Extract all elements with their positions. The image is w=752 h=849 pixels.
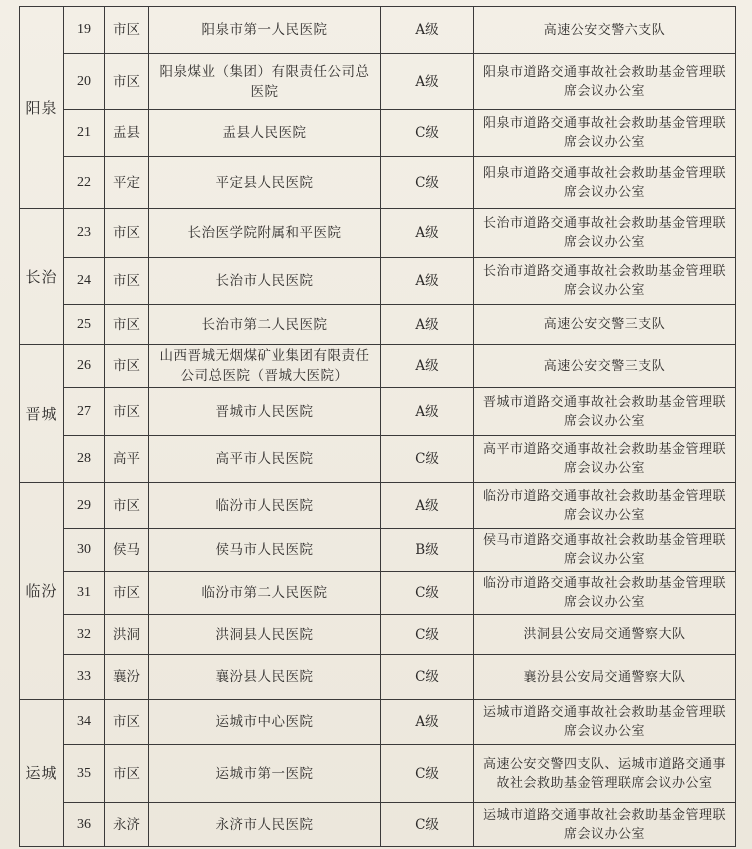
district-cell: 盂县: [105, 110, 149, 157]
table-row: [20, 745, 736, 803]
responsible-department-cell: 长治市道路交通事故社会救助基金管理联席会议办公室: [474, 258, 736, 305]
region-cell: 运城: [20, 700, 64, 847]
hospital-name-cell: 运城市第一医院: [149, 745, 381, 803]
table-row: [20, 436, 736, 483]
responsible-department-cell: 高速公安交警六支队: [474, 7, 736, 54]
district-cell: 市区: [105, 388, 149, 436]
hospital-level-cell: C级: [381, 615, 474, 655]
responsible-department-cell: 侯马市道路交通事故社会救助基金管理联席会议办公室: [474, 529, 736, 572]
table-row: [20, 209, 736, 258]
district-cell: 市区: [105, 54, 149, 110]
hospital-name-cell: 洪洞县人民医院: [149, 615, 381, 655]
row-number-cell: 25: [64, 305, 105, 345]
table-row: [20, 700, 736, 745]
hospital-level-cell: B级: [381, 529, 474, 572]
district-cell: 襄汾: [105, 655, 149, 700]
row-number-cell: 21: [64, 110, 105, 157]
region-cell: 阳泉: [20, 7, 64, 209]
hospital-name-cell: 山西晋城无烟煤矿业集团有限责任公司总医院（晋城大医院）: [149, 345, 381, 388]
hospital-level-cell: A级: [381, 54, 474, 110]
row-number-cell: 24: [64, 258, 105, 305]
row-number-cell: 26: [64, 345, 105, 388]
hospital-name-cell: 高平市人民医院: [149, 436, 381, 483]
district-cell: 市区: [105, 745, 149, 803]
table-row: [20, 655, 736, 700]
hospital-name-cell: 临汾市人民医院: [149, 483, 381, 529]
table-row: [20, 572, 736, 615]
hospital-name-cell: 平定县人民医院: [149, 157, 381, 209]
table-row: [20, 483, 736, 529]
hospital-level-cell: A级: [381, 209, 474, 258]
district-cell: 市区: [105, 483, 149, 529]
table-row: [20, 803, 736, 847]
table-row: [20, 305, 736, 345]
district-cell: 市区: [105, 7, 149, 54]
responsible-department-cell: 长治市道路交通事故社会救助基金管理联席会议办公室: [474, 209, 736, 258]
row-number-cell: 35: [64, 745, 105, 803]
hospital-name-cell: 永济市人民医院: [149, 803, 381, 847]
table-row: [20, 615, 736, 655]
hospital-name-cell: 侯马市人民医院: [149, 529, 381, 572]
hospital-level-cell: C级: [381, 745, 474, 803]
district-cell: 市区: [105, 700, 149, 745]
responsible-department-cell: 阳泉市道路交通事故社会救助基金管理联席会议办公室: [474, 157, 736, 209]
hospital-table-body: [20, 7, 736, 847]
table-row: [20, 388, 736, 436]
responsible-department-cell: 晋城市道路交通事故社会救助基金管理联席会议办公室: [474, 388, 736, 436]
hospital-name-cell: 阳泉市第一人民医院: [149, 7, 381, 54]
row-number-cell: 22: [64, 157, 105, 209]
responsible-department-cell: 高速公安交警三支队: [474, 345, 736, 388]
hospital-name-cell: 长治市第二人民医院: [149, 305, 381, 345]
hospital-level-cell: A级: [381, 258, 474, 305]
hospital-level-cell: C级: [381, 655, 474, 700]
region-cell: 晋城: [20, 345, 64, 483]
table-row: [20, 7, 736, 54]
district-cell: 市区: [105, 209, 149, 258]
hospital-name-cell: 襄汾县人民医院: [149, 655, 381, 700]
table-row: [20, 345, 736, 388]
hospital-name-cell: 运城市中心医院: [149, 700, 381, 745]
district-cell: 市区: [105, 345, 149, 388]
row-number-cell: 30: [64, 529, 105, 572]
hospital-name-cell: 长治市人民医院: [149, 258, 381, 305]
district-cell: 平定: [105, 157, 149, 209]
hospital-level-cell: A级: [381, 700, 474, 745]
responsible-department-cell: 运城市道路交通事故社会救助基金管理联席会议办公室: [474, 803, 736, 847]
hospital-level-cell: C级: [381, 572, 474, 615]
row-number-cell: 19: [64, 7, 105, 54]
hospital-level-cell: C级: [381, 157, 474, 209]
hospital-name-cell: 临汾市第二人民医院: [149, 572, 381, 615]
responsible-department-cell: 阳泉市道路交通事故社会救助基金管理联席会议办公室: [474, 110, 736, 157]
responsible-department-cell: 高速公安交警四支队、运城市道路交通事故社会救助基金管理联席会议办公室: [474, 745, 736, 803]
hospital-name-cell: 晋城市人民医院: [149, 388, 381, 436]
district-cell: 市区: [105, 305, 149, 345]
row-number-cell: 28: [64, 436, 105, 483]
district-cell: 侯马: [105, 529, 149, 572]
row-number-cell: 29: [64, 483, 105, 529]
responsible-department-cell: 临汾市道路交通事故社会救助基金管理联席会议办公室: [474, 572, 736, 615]
region-cell: 长治: [20, 209, 64, 345]
hospital-level-cell: C级: [381, 110, 474, 157]
district-cell: 高平: [105, 436, 149, 483]
row-number-cell: 34: [64, 700, 105, 745]
responsible-department-cell: 高平市道路交通事故社会救助基金管理联席会议办公室: [474, 436, 736, 483]
region-cell: 临汾: [20, 483, 64, 700]
row-number-cell: 23: [64, 209, 105, 258]
hospital-name-cell: 长治医学院附属和平医院: [149, 209, 381, 258]
hospital-table: [19, 6, 736, 847]
responsible-department-cell: 阳泉市道路交通事故社会救助基金管理联席会议办公室: [474, 54, 736, 110]
row-number-cell: 32: [64, 615, 105, 655]
table-row: [20, 529, 736, 572]
row-number-cell: 33: [64, 655, 105, 700]
row-number-cell: 31: [64, 572, 105, 615]
hospital-level-cell: A级: [381, 388, 474, 436]
district-cell: 市区: [105, 258, 149, 305]
hospital-level-cell: A级: [381, 483, 474, 529]
responsible-department-cell: 高速公安交警三支队: [474, 305, 736, 345]
hospital-level-cell: C级: [381, 803, 474, 847]
district-cell: 洪洞: [105, 615, 149, 655]
hospital-level-cell: C级: [381, 436, 474, 483]
hospital-level-cell: A级: [381, 7, 474, 54]
row-number-cell: 36: [64, 803, 105, 847]
responsible-department-cell: 临汾市道路交通事故社会救助基金管理联席会议办公室: [474, 483, 736, 529]
table-row: [20, 110, 736, 157]
hospital-name-cell: 阳泉煤业（集团）有限责任公司总医院: [149, 54, 381, 110]
table-row: [20, 157, 736, 209]
row-number-cell: 27: [64, 388, 105, 436]
district-cell: 永济: [105, 803, 149, 847]
hospital-level-cell: A级: [381, 305, 474, 345]
responsible-department-cell: 运城市道路交通事故社会救助基金管理联席会议办公室: [474, 700, 736, 745]
hospital-level-cell: A级: [381, 345, 474, 388]
responsible-department-cell: 洪洞县公安局交通警察大队: [474, 615, 736, 655]
district-cell: 市区: [105, 572, 149, 615]
row-number-cell: 20: [64, 54, 105, 110]
hospital-name-cell: 盂县人民医院: [149, 110, 381, 157]
responsible-department-cell: 襄汾县公安局交通警察大队: [474, 655, 736, 700]
table-row: [20, 54, 736, 110]
table-row: [20, 258, 736, 305]
